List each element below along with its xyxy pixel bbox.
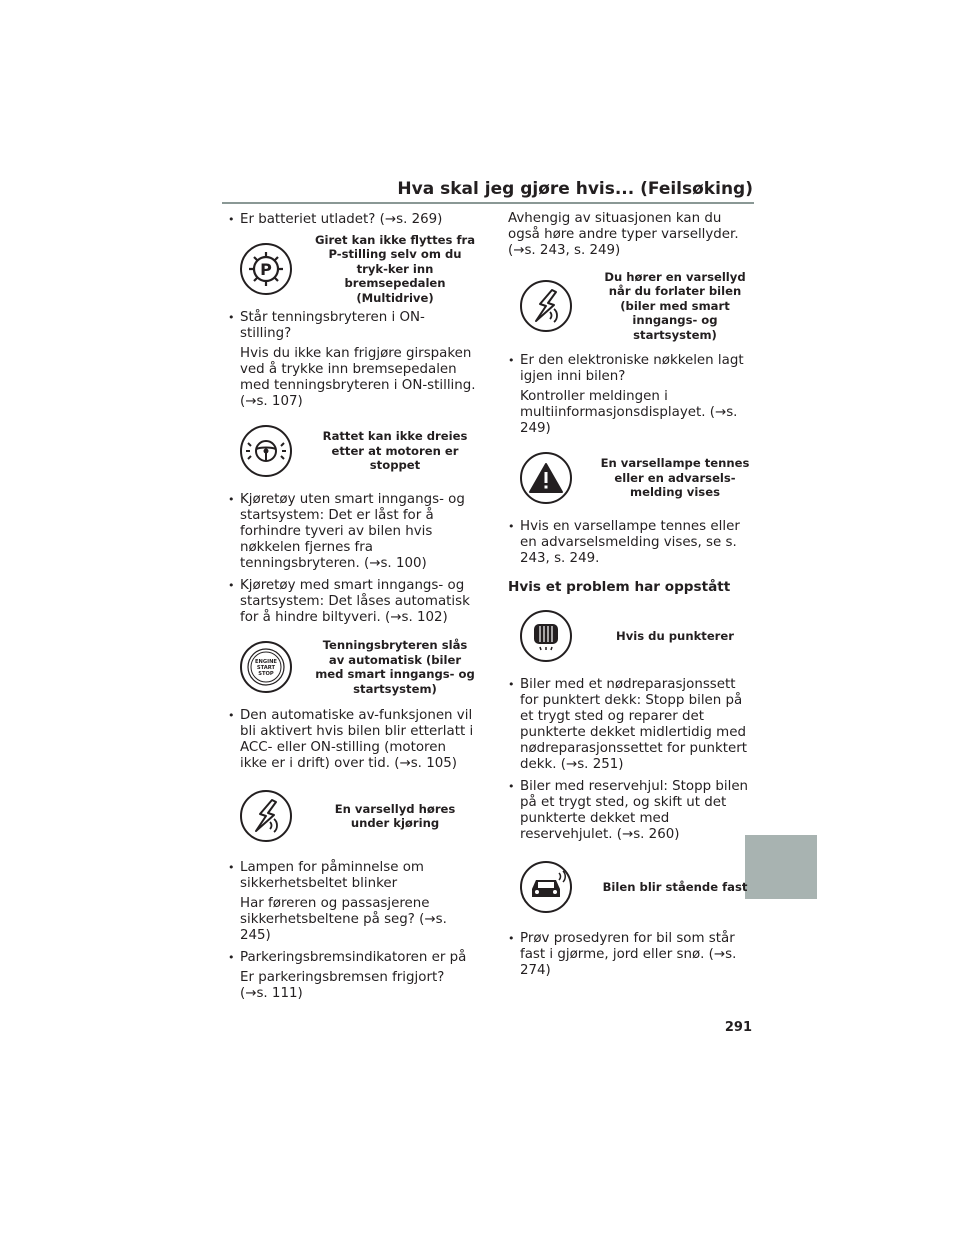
info-box-caption: En varsellampe tennes eller en advarsels-melding vises — [600, 456, 750, 500]
warning-sound-icon — [520, 280, 572, 332]
list-item: • Prøv prosedyren for bil som står fast i gjørme, jord eller snø. (→s. 274) — [508, 931, 756, 979]
flat-tire-icon — [520, 610, 572, 662]
list-item: • Parkeringsbremsindikatoren er på — [228, 950, 476, 966]
intro-text: Avhengig av situasjonen kan du også høre andre typer varsellyder. (→s. 243, s. 249) — [508, 211, 739, 258]
list-item-body: Hvis du ikke kan frigjøre girspaken ved å trykke inn bremsepedalen med tenningsbryteren i ON-stilling. (→s. 107) — [240, 346, 476, 409]
info-box-caption: Tenningsbryteren slås av automatisk (biler med smart inngangs- og startsystem) — [315, 638, 475, 696]
stop-label: STOP — [258, 671, 274, 677]
right-column — [508, 211, 756, 979]
page-title: Hva skal jeg gjøre hvis... (Feilsøking) — [397, 179, 753, 199]
info-box-caption: Du hører en varsellyd når du forlater bilen (biler med smart inngangs- og startsystem) — [604, 269, 746, 342]
info-box — [516, 270, 756, 342]
steering-lock-icon — [240, 425, 292, 477]
info-box-caption: Bilen blir stående fast — [602, 879, 748, 894]
list-item: • Er batteriet utladet? (→s. 269) — [228, 212, 476, 228]
start-label: START — [256, 665, 276, 671]
gear-p-icon — [240, 243, 292, 295]
info-box-caption: Rattet kan ikke dreies etter at motoren er stoppet — [322, 429, 468, 473]
warning-triangle-icon — [520, 452, 572, 504]
info-box — [236, 232, 476, 305]
list-item: • Den automatiske av-funksjonen vil bli aktivert hvis bilen blir etterlatt i ACC- eller ON-stilling (motoren ikke er i drift) over tid. (→s. 105) — [228, 708, 476, 772]
list-item: • Kjøretøy med smart inngangs- og startsystem: Det låses automatisk for å hindre biltyveri. (→s. 102) — [228, 578, 476, 626]
list-item: • Hvis en varsellampe tennes eller en advarselsmelding vises, se s. 243, s. 249. — [508, 519, 756, 567]
list-item: • Biler med reservehjul: Stopp bilen på et trygt sted, og skift ut det punkterte dekket med reservehjulet. (→s. 260) — [508, 779, 756, 843]
page-number: 291 — [724, 1020, 752, 1035]
list-item: • Biler med et nødreparasjonssett for punktert dekk: Stopp bilen på et trygt sted og reparer det punkterte dekket midlertidig med nødreparasjonssettet for punktert dekk. (→s. 251) — [508, 677, 756, 773]
engine-start-stop-icon — [240, 641, 292, 693]
list-item: • Lampen for påminnelse om sikkerhetsbeltet blinker — [228, 860, 476, 892]
svg-text:P: P — [260, 260, 272, 279]
info-box — [236, 421, 476, 481]
left-column — [228, 212, 476, 1002]
info-box-caption: Hvis du punkterer — [616, 628, 734, 643]
list-item: • Er den elektroniske nøkkelen lagt igjen inni bilen? — [508, 353, 756, 385]
info-box — [516, 857, 756, 917]
info-box-caption: En varsellyd høres under kjøring — [334, 801, 456, 830]
info-box — [236, 786, 476, 846]
list-item: • Kjøretøy uten smart inngangs- og startsystem: Det er låst for å forhindre tyveri av bilen hvis nøkkelen fjernes fra tenningsbryteren. (→s. 100) — [228, 492, 476, 572]
list-item-body: Er parkeringsbremsen frigjort? (→s. 111) — [240, 970, 445, 1001]
engine-label: ENGINE — [255, 659, 277, 665]
info-box — [516, 448, 756, 508]
list-item-body: Kontroller meldingen i multiinformasjonsdisplayet. (→s. 249) — [520, 389, 738, 436]
info-box — [516, 606, 756, 666]
header-rule — [222, 202, 754, 204]
list-item-body: Har føreren og passasjerene sikkerhetsbeltene på seg? (→s. 245) — [240, 896, 447, 943]
info-box — [236, 637, 476, 697]
section-subheading: Hvis et problem har oppstått — [508, 579, 731, 595]
info-box-caption: Giret kan ikke flyttes fra P-stilling selv om du tryk-ker inn bremsepedalen (Multidrive) — [314, 232, 476, 305]
list-item: • Står tenningsbryteren i ON-stilling? — [228, 310, 476, 342]
stuck-vehicle-icon — [520, 861, 572, 913]
warning-sound-icon — [240, 790, 292, 842]
